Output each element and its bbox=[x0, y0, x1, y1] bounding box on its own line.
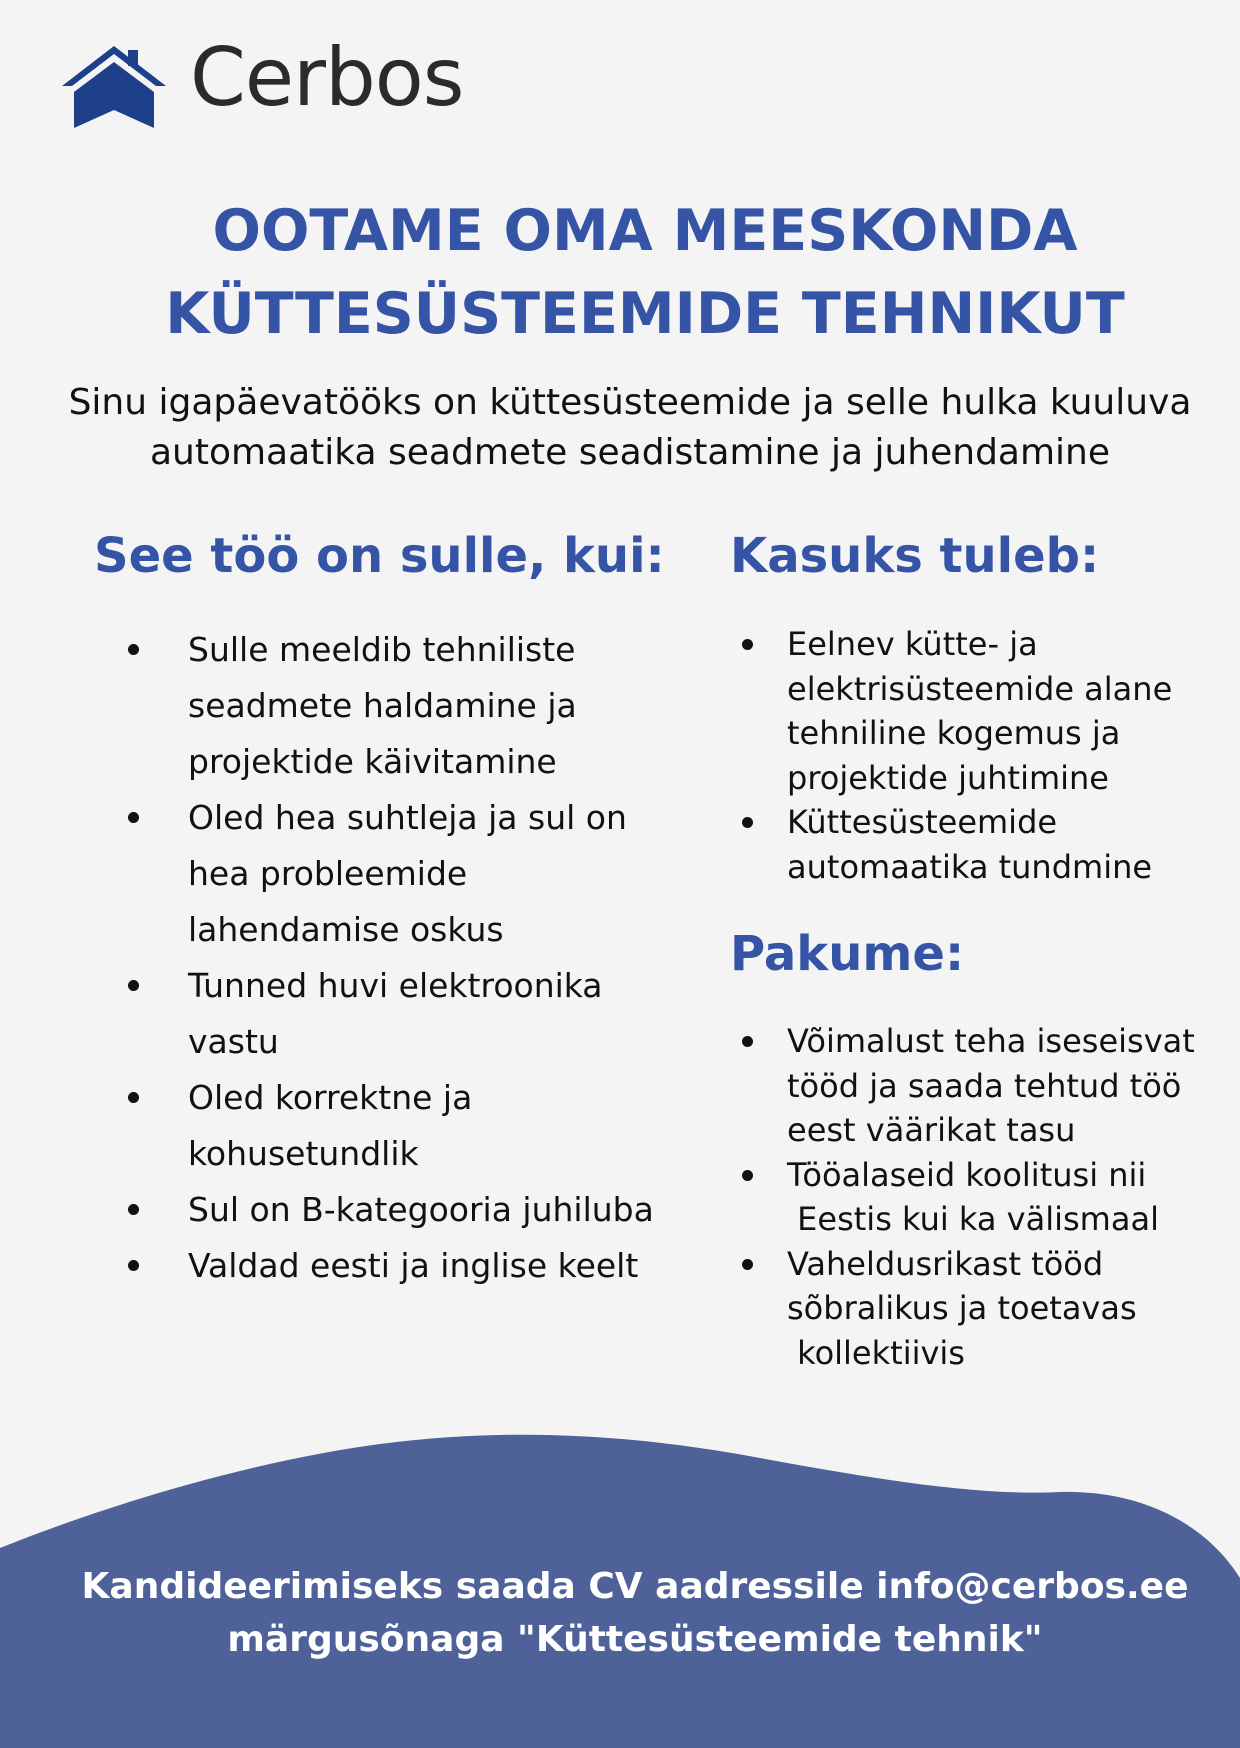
list-item-line: vastu bbox=[188, 1022, 279, 1061]
list-item-line: tööd ja saada tehtud töö bbox=[787, 1066, 1182, 1105]
list-item bbox=[732, 1153, 1232, 1242]
list-item-line: elektrisüsteemide alane bbox=[787, 669, 1173, 708]
list-item-line: sõbralikus ja toetavas bbox=[787, 1289, 1137, 1327]
list-item-line: Vaheldusrikast tööd bbox=[787, 1244, 1104, 1283]
company-logo bbox=[62, 31, 464, 128]
footer-line-1: Kandideerimiseks saada CV aadressile info@cerbos.ee bbox=[81, 1566, 1189, 1607]
offers-title: Pakume: bbox=[730, 926, 965, 982]
intro-text bbox=[40, 378, 1220, 478]
offers-list bbox=[732, 1019, 1232, 1375]
list-item-line: projektide juhtimine bbox=[787, 758, 1109, 797]
list-item bbox=[118, 622, 678, 790]
list-item-line: Oled hea suhtleja ja sul on bbox=[188, 798, 627, 837]
list-item-line: Eelnev kütte- ja bbox=[787, 625, 1038, 663]
list-item-line: projektide käivitamine bbox=[188, 742, 557, 781]
list-item-line: Võimalust teha iseseisvat bbox=[787, 1022, 1195, 1060]
list-item-line: automaatika tundmine bbox=[787, 847, 1153, 886]
list-item bbox=[732, 1019, 1232, 1153]
requirements-list bbox=[118, 622, 678, 1294]
list-item-line: Oled korrektne ja bbox=[188, 1078, 473, 1117]
headline bbox=[0, 190, 1240, 356]
requirements-title: See töö on sulle, kui: bbox=[94, 528, 665, 584]
intro-line-2: automaatika seadmete seadistamine ja juhendamine bbox=[149, 432, 1111, 473]
list-item-line: Sulle meeldib tehniliste bbox=[188, 630, 576, 669]
application-instructions bbox=[0, 1560, 1240, 1666]
list-item-line: Tööalaseid koolitusi nii bbox=[787, 1155, 1147, 1194]
list-item-line: kohusetundlik bbox=[188, 1134, 419, 1173]
list-item-line: kollektiivis bbox=[787, 1333, 965, 1372]
list-item-line: tehniline kogemus ja bbox=[787, 714, 1121, 752]
intro-line-1: Sinu igapäevatööks on küttesüsteemide ja selle hulka kuuluva bbox=[68, 382, 1192, 423]
list-item-line: hea probleemide bbox=[188, 854, 468, 893]
advantages-title: Kasuks tuleb: bbox=[730, 528, 1100, 584]
list-item bbox=[118, 790, 678, 958]
footer-line-2: märgusõnaga "Küttesüsteemide tehnik" bbox=[227, 1619, 1043, 1660]
list-item bbox=[118, 958, 678, 1070]
list-item-line: Küttesüsteemide bbox=[787, 803, 1058, 841]
house-icon bbox=[62, 44, 166, 128]
list-item bbox=[732, 800, 1232, 889]
list-item bbox=[118, 1070, 678, 1182]
list-item bbox=[732, 1242, 1232, 1376]
list-item bbox=[118, 1182, 678, 1238]
advantages-list bbox=[732, 622, 1232, 889]
list-item-line: eest väärikat tasu bbox=[787, 1111, 1076, 1149]
headline-line-2: KÜTTESÜSTEEMIDE TEHNIKUT bbox=[165, 281, 1125, 347]
headline-line-1: OOTAME OMA MEESKONDA bbox=[212, 198, 1078, 264]
list-item-line: lahendamise oskus bbox=[188, 910, 504, 949]
list-item-line: seadmete haldamine ja bbox=[188, 686, 577, 725]
list-item-line: Tunned huvi elektroonika bbox=[188, 966, 603, 1005]
list-item-line: Valdad eesti ja inglise keelt bbox=[188, 1246, 639, 1285]
list-item-line: Eestis kui ka välismaal bbox=[787, 1200, 1159, 1238]
list-item-line: Sul on B-kategooria juhiluba bbox=[188, 1190, 654, 1229]
brand-name: Cerbos bbox=[190, 31, 464, 124]
list-item bbox=[118, 1238, 678, 1294]
list-item bbox=[732, 622, 1232, 800]
